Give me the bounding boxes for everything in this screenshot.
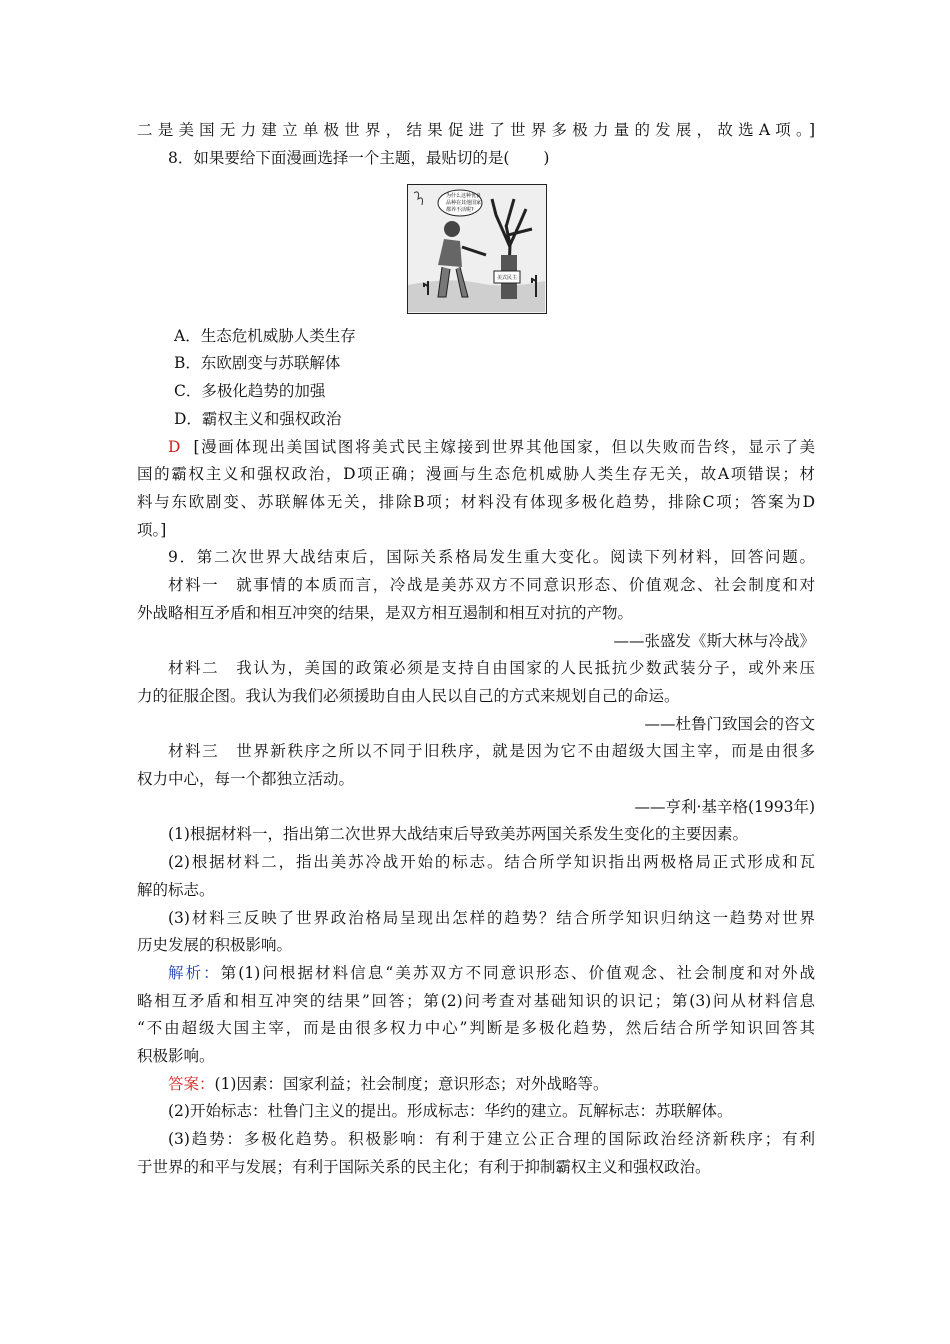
material-3-line-1: 材料三 世界新秩序之所以不同于旧秩序，就是因为它不由超级大国主宰，而是由很多: [168, 742, 815, 760]
subquestion-2-line-2: 解的标志。: [137, 881, 215, 899]
answer-9-text-1: (1)因素：国家利益；社会制度；意识形态；对外战略等。: [214, 1075, 609, 1093]
material-1-line-1: 材料一 就事情的本质而言，冷战是美苏双方不同意识形态、价值观念、社会制度和对: [168, 576, 815, 594]
answer-9-line-4: 于世界的和平与发展；有利于国际关系的民主化；有利于抑制霸权主义和强权政治。: [137, 1158, 711, 1176]
material-1-line-2: 外战略相互矛盾和相互冲突的结果，是双方相互遏制和相互对抗的产物。: [137, 604, 634, 622]
question-8-stem: [168, 148, 815, 168]
subquestion-1: (1)根据材料一，指出第二次世界大战结束后导致美苏两国关系发生变化的主要因素。: [168, 825, 748, 843]
answer-8-line-1: [168, 437, 815, 457]
cartoon-bubble-line-1: 为什么这种优良: [446, 193, 482, 199]
answer-8-line-4: 项。]: [137, 521, 167, 539]
answer-8-line-3: 料与东欧剧变、苏联解体无关，排除B项；材料没有体现多极化趋势，排除C项；答案为D: [137, 493, 815, 511]
material-1-source: ——张盛发《斯大林与冷战》: [613, 632, 815, 650]
material-3-source: ——亨利·基辛格(1993年): [634, 798, 815, 816]
analysis-line-2: 略相互矛盾和相互冲突的结果”回答；第(2)问考查对基础知识的识记；第(3)问从材料信息: [137, 992, 815, 1010]
analysis-line-3: “不由超级大国主宰，而是由很多权力中心”判断是多极化趋势，然后结合所学知识回答其: [137, 1019, 815, 1037]
option-a: A．生态危机威胁人类生存: [174, 327, 356, 345]
material-2-line-1: 材料二 我认为，美国的政策必须是支持自由国家的人民抵抗少数武装分子，或外来压: [168, 659, 815, 677]
subquestion-2-line-1: (2)根据材料二，指出美苏冷战开始的标志。结合所学知识指出两极格局正式形成和瓦: [168, 853, 815, 871]
analysis-text-1: 第(1)问根据材料信息“美苏双方不同意识形态、价值观念、社会制度和对外战: [220, 964, 815, 982]
cartoon-bubble-line-2: 品种在其他国家: [446, 200, 482, 206]
question-8-close-paren: ): [543, 149, 550, 167]
option-d: D．霸权主义和强权政治: [174, 410, 342, 428]
cartoon-sign-text: 美式民主: [497, 275, 518, 281]
subquestion-3-line-2: 历史发展的积极影响。: [137, 936, 293, 954]
cartoon-drawing: [408, 185, 545, 312]
answer-9-line-3: (3)趋势：多极化趋势。积极影响：有利于建立公正合理的国际政治经济新秩序；有利: [168, 1130, 815, 1148]
answer-9-line-2: (2)开始标志：杜鲁门主义的提出。形成标志：华约的建立。瓦解标志：苏联解体。: [168, 1102, 733, 1120]
answer-label: 答案：: [168, 1075, 215, 1093]
analysis-line-4: 积极影响。: [137, 1047, 215, 1065]
answer-8-line-2: 国的霸权主义和强权政治，D项正确；漫画与生态危机威胁人类生存无关，故A项错误；材: [137, 465, 815, 483]
subquestion-3-line-1: (3)材料三反映了世界政治格局呈现出怎样的趋势？结合所学知识归纳这一趋势对世界: [168, 909, 815, 927]
answer-8-text-1: [漫画体现出美国试图将美式民主嫁接到世界其他国家，但以失败而告终，显示了美: [193, 438, 815, 456]
option-b: B．东欧剧变与苏联解体: [174, 354, 341, 372]
prev-answer-tail: 二是美国无力建立单极世界，结果促进了世界多极力量的发展，故选A项。]: [137, 121, 815, 139]
answer-8-letter: D: [168, 438, 181, 456]
question-8-text: 8．如果要给下面漫画选择一个主题，最贴切的是(: [168, 149, 510, 167]
analysis-label: 解析：: [168, 964, 221, 982]
option-c: C．多极化趋势的加强: [174, 382, 326, 400]
answer-9-line-1: [168, 1074, 815, 1094]
material-2-line-2: 力的征服企图。我认为我们必须援助自由人民以自己的方式来规划自己的命运。: [137, 687, 680, 705]
material-3-line-2: 权力中心，每一个都独立活动。: [137, 770, 355, 788]
question-9-stem: 9．第二次世界大战结束后，国际关系格局发生重大变化。阅读下列材料，回答问题。: [168, 548, 815, 566]
cartoon-bubble-line-3: 都养不活呢?: [446, 207, 474, 213]
material-2-source: ——杜鲁门致国会的咨文: [644, 715, 815, 733]
cartoon-image: [407, 184, 547, 314]
analysis-line-1: [168, 963, 815, 983]
